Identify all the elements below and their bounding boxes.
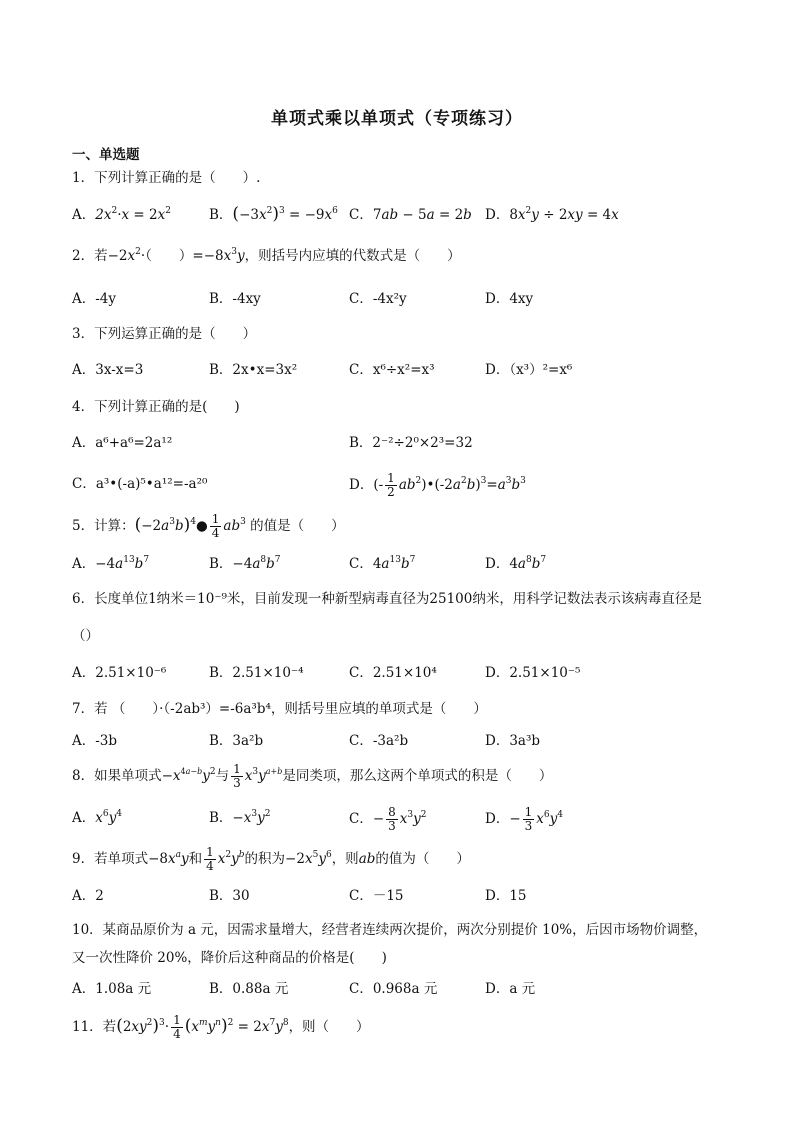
q7-option-a: A．-3b	[72, 733, 118, 749]
q6-option-d: D．2.51×10⁻⁵	[485, 665, 581, 681]
question-8-stem: 8．如果单项式$-x^{4a-b}y^2$与 $\frac{1}{3}$ $x^3y^{a+b}$是同类项，那么这两个单项式的积是（ ）	[72, 762, 553, 790]
q5-option-a: A．$-4a^{13}b^7$	[72, 555, 150, 572]
q10-option-c: C．0.968a 元	[349, 981, 438, 997]
question-9-options	[72, 884, 722, 906]
q3-option-a: A．3x-x=3	[72, 362, 144, 378]
q9-option-c: C．－15	[349, 888, 404, 904]
page-title: 单项式乘以单项式（专项练习）	[271, 109, 523, 129]
q6-option-c: C．2.51×10⁴	[349, 665, 437, 681]
q5-option-b: B．$-4a^8b^7$	[209, 555, 281, 572]
q1-option-d: D．$8x^2y \div 2xy = 4x$	[485, 206, 619, 223]
q3-option-c: C．x⁶÷x²=x³	[349, 362, 435, 378]
question-8-options	[72, 805, 722, 833]
question-10-stem-line1: 10．某商品原价为 a 元，因需求量增大，经营者连续两次提价，两次分别提价 10%，后因市场物价调整，	[72, 922, 708, 938]
question-3-stem: 3．下列运算正确的是（ ）	[72, 326, 257, 342]
q9-option-d: D．15	[485, 888, 527, 904]
question-9-stem: 9．若单项式$-8x^ay$和 $\frac{1}{4}$ $x^2y^b$的积为$-2x^5y^6$，则ab的值为（ ）	[72, 845, 470, 873]
q10-option-a: A．1.08a 元	[72, 981, 152, 997]
q5-option-d: D．$4a^8b^7$	[485, 555, 547, 572]
question-10-options	[72, 977, 722, 999]
q3-option-b: B．2x•x=3x²	[209, 362, 298, 378]
q2-option-a: A．-4y	[72, 291, 117, 307]
q7-option-d: D．3a³b	[485, 733, 541, 749]
q8-option-c: C．− $\frac{8}{3}$ $x^3y^2$	[349, 805, 427, 833]
question-3-options	[72, 358, 722, 380]
q8-option-a: A．$x^6y^4$	[72, 809, 122, 826]
question-7-stem: 7．若 （ ）·（-2ab³）=-6a³b⁴，则括号里应填的单项式是（ ）	[72, 701, 487, 717]
question-1-options	[72, 203, 722, 225]
q8-option-b: B．$-x^3y^2$	[209, 809, 271, 826]
question-6-options	[72, 661, 722, 683]
q10-option-d: D．a 元	[485, 981, 536, 997]
section-heading: 一、单选题	[72, 147, 140, 163]
q4-option-a: A．a⁶+a⁶=2a¹²	[72, 435, 173, 451]
q5-option-c: C．$4a^{13}b^7$	[349, 555, 416, 572]
q9-option-b: B．30	[209, 888, 250, 904]
question-11-stem: 11．若$(2xy^2)^3\cdot$ $\frac{1}{4}$ $(x^my^n)^2 = 2x^7y^8$，则（ ）	[72, 1013, 370, 1041]
q2-option-c: C．-4x²y	[349, 291, 407, 307]
q4-option-b: B．2⁻²÷2⁰×2³=32	[349, 435, 473, 451]
q10-option-b: B．0.88a 元	[209, 981, 289, 997]
q2-option-b: B．-4xy	[209, 291, 261, 307]
q6-option-b: B．2.51×10⁻⁴	[209, 665, 304, 681]
q7-option-b: B．3a²b	[209, 733, 264, 749]
question-2-stem: 2．若$-2x^2\cdot$（ ）$=-8x^3y$，则括号内应填的代数式是（ ）	[72, 247, 461, 264]
question-4-options-row2	[72, 471, 722, 499]
question-5-options	[72, 552, 722, 574]
question-6-stem-line2: （）	[72, 628, 99, 644]
q1-option-a: A．$2x^2\cdot x = 2x^2$	[72, 206, 171, 223]
q9-option-a: A．2	[72, 888, 104, 904]
question-4-options-row1	[72, 431, 722, 453]
question-5-stem: 5．计算：$(-2a^3b)^4●$ $\frac{1}{4}$ $ab^3$ 的值是（ ）	[72, 512, 345, 540]
q7-option-c: C．-3a²b	[349, 733, 409, 749]
question-6-stem-line1: 6．长度单位1纳米＝10⁻⁹米，目前发现一种新型病毒直径为25100纳米，用科学记数法表示该病毒直径是	[72, 591, 702, 607]
q6-option-a: A．2.51×10⁻⁶	[72, 665, 167, 681]
q4-option-d: D．(- $\frac{1}{2}$ $ab^2)•(-2a^2b)^3=a^3b^3$	[349, 471, 526, 499]
q2-option-d: D．4xy	[485, 291, 534, 307]
question-10-stem-line2: 又一次性降价 20%，降价后这种商品的价格是( )	[72, 950, 387, 966]
q8-option-d: D．− $\frac{1}{3}$ $x^6y^4$	[485, 805, 564, 833]
q3-option-d: D．（x³）²=x⁶	[485, 362, 573, 378]
q1-option-b: B．$(-3x^2)^3 = -9x^6$	[209, 204, 338, 224]
question-7-options	[72, 729, 722, 751]
q1-option-c: C．7ab − 5a = 2b	[349, 207, 472, 223]
question-2-options	[72, 287, 722, 309]
question-1-stem: 1．下列计算正确的是（ ）.	[72, 170, 261, 186]
question-4-stem: 4．下列计算正确的是( )	[72, 399, 240, 415]
q4-option-c: C．a³•(-a)⁵•a¹²=-a²⁰	[72, 476, 208, 492]
